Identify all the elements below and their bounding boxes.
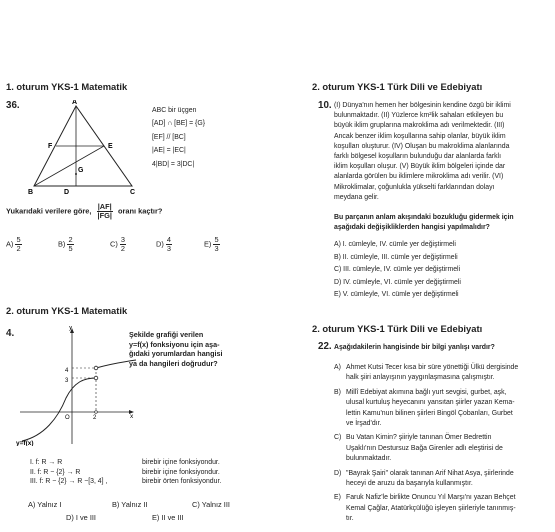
answer-option[interactable]: B) Millî Edebiyat akımına bağlı yurt sevgisi, gurbet, aşk, ulusal kurtuluş heyecanını yansıtan şiirler yazan Kema- lettin Kamu'nun bilinen şiirleri Bingöl Çobanları, Gurbet ve İrşad'dır.	[334, 388, 515, 428]
answer-option[interactable]: C) Bu Vatan Kimin? şiiriyle tanınan Ömer Bedrettin Uşaklı'nın Destursuz Bağa Girenler adlı eleştirisi de bulunmaktadır.	[334, 434, 503, 463]
answer-option[interactable]: D) I ve III	[66, 513, 96, 522]
statement: II. f: R − {2} → R birebir içine fonksiyondur.	[30, 468, 220, 476]
right-column	[312, 0, 552, 532]
curve-label: y=f(x)	[16, 440, 34, 446]
question-post: oranı kaçtır?	[117, 206, 163, 216]
answer-option[interactable]: E) Faruk Nafiz'le birlikte Onuncu Yıl Marşı'nı yazan Behçet Kemal Çağlar, Atatürkçülüğü işleyen şiirleriyle tanınmış- tır.	[334, 494, 516, 523]
answer-option[interactable]: D) "Bayrak Şairi" olarak tanınan Arif Nihat Asya, şiirlerinde heceyi de aruzu da başarıyla kullanmıştır.	[334, 469, 514, 488]
left-column	[6, 0, 268, 532]
passage: (I) Dünya'nın hemen her bölgesinin kendine özgü bir iklimi bulunmaktadır. (II) Yüzlerce km²lik sahaları etkileyen bu büyük iklim gruplarına makroklima adı verilmektedir. (III) Ancak benzer iklim koşullarına sahip olanlar, büyük iklim koşulları oluşturur. (IV) Oluşan bu makroklima alanlarında farklı bölgesel koşulların bulunduğu dar alanlarda farklı iklim koşulları oluşur. (V) Büyük iklim bölgeleri içinde dar alanlarda görülen bu iklimlere mikroklima adı verilir. (VI) Mikroklimalar, çoğunlukla yükselti farklarından dolayı meydana gelir.	[334, 102, 511, 201]
given-item: [AD] ∩ [BE] = {G}	[152, 120, 206, 128]
given-item: [EF] // [BC]	[152, 133, 186, 141]
section-header: 2. oturum YKS-1 Matematik	[6, 305, 128, 316]
triangle-figure	[28, 100, 148, 198]
ratio-fraction: $\frac{|AF|}{|FG|}$	[97, 202, 112, 220]
question-text: Bu parçanın anlam akışındaki bozukluğu gidermek için aşağıdaki değişikliklerden hangisi yapılmalıdır?	[334, 214, 514, 231]
x-axis-label: x	[130, 413, 134, 420]
question-prompt: Şekilde grafiği verilen y=f(x) fonksiyonu için aşa- ğıdaki yorumlardan hangisi ya da hangileri doğrudur?	[129, 330, 223, 368]
given-item: ABC bir üçgen	[152, 107, 197, 114]
y-tick-label: 3	[65, 378, 69, 384]
section-header: 1. oturum YKS-1 Matematik	[6, 81, 128, 92]
answer-option[interactable]: C) Yalnız III	[192, 500, 230, 509]
question-number: 22.	[318, 341, 332, 352]
answer-option[interactable]: B) Yalnız II	[112, 500, 148, 509]
x-tick-label: 2	[93, 415, 97, 421]
given-item: |AE| = |EC|	[152, 147, 186, 155]
label-c: C	[130, 189, 136, 196]
answer-option[interactable]: B) $\frac{2}{5}$	[58, 235, 73, 253]
origin-label: O	[65, 415, 70, 421]
answer-option[interactable]: C) $\frac{3}{2}$	[110, 235, 125, 253]
label-b: B	[28, 189, 34, 196]
statement: III. f: R − {2} → R −[3, 4] , birebir örten fonksiyondur.	[30, 478, 222, 486]
given-item: 4|BD| = 3|DC|	[152, 160, 195, 168]
y-axis-label: y	[69, 326, 73, 331]
function-graph	[14, 326, 142, 446]
given-list	[152, 104, 205, 171]
question-number: 4.	[6, 328, 15, 339]
label-d: D	[64, 189, 70, 196]
label-e: E	[108, 143, 113, 150]
answer-option[interactable]: A) I. cümleyle, IV. cümle yer değiştirmeli	[334, 241, 456, 248]
y-tick-label: 4	[65, 368, 69, 374]
label-a: A	[72, 100, 78, 106]
answer-option[interactable]: A) Ahmet Kutsi Tecer kısa bir süre yönettiği Ülkü dergisinde halk şiiri anlayışının yaygınlaşmasına çalışmıştır.	[334, 364, 519, 382]
section-header: 2. oturum YKS-1 Türk Dili ve Edebiyatı	[312, 81, 483, 92]
question-text	[6, 203, 162, 220]
answer-option[interactable]: C) III. cümleyle, IV. cümle yer değiştirmeli	[334, 266, 461, 274]
answer-option[interactable]: A) $\frac{5}{2}$	[6, 235, 21, 253]
label-g: G	[78, 167, 84, 174]
statement-list	[30, 458, 260, 487]
question-text: Aşağıdakilerin hangisinde bir bilgi yanlışı vardır?	[334, 344, 495, 351]
label-f: F	[48, 143, 53, 150]
answer-option[interactable]: D) IV. cümleyle, VI. cümle yer değiştirmeli	[334, 278, 461, 286]
answer-option[interactable]: E) II ve III	[152, 513, 184, 522]
answer-option[interactable]: A) Yalnız I	[28, 500, 62, 509]
options-list	[334, 239, 461, 302]
answer-option[interactable]: E) $\frac{5}{3}$	[204, 235, 219, 253]
question-pre: Yukarıdaki verilere göre,	[6, 206, 92, 216]
answer-option[interactable]: D) $\frac{4}{3}$	[156, 235, 171, 253]
options-list	[334, 363, 552, 525]
section-header: 2. oturum YKS-1 Türk Dili ve Edebiyatı	[312, 323, 483, 334]
statement: I. f: R → R birebir içine fonksiyondur.	[30, 459, 220, 466]
answer-option[interactable]: E) V. cümleyle, VI. cümle yer değiştirmeli	[334, 291, 459, 299]
question-number: 36.	[6, 100, 20, 111]
question-number: 10.	[318, 100, 332, 111]
answer-option[interactable]: B) II. cümleyle, III. cümle yer değiştirmeli	[334, 253, 458, 261]
